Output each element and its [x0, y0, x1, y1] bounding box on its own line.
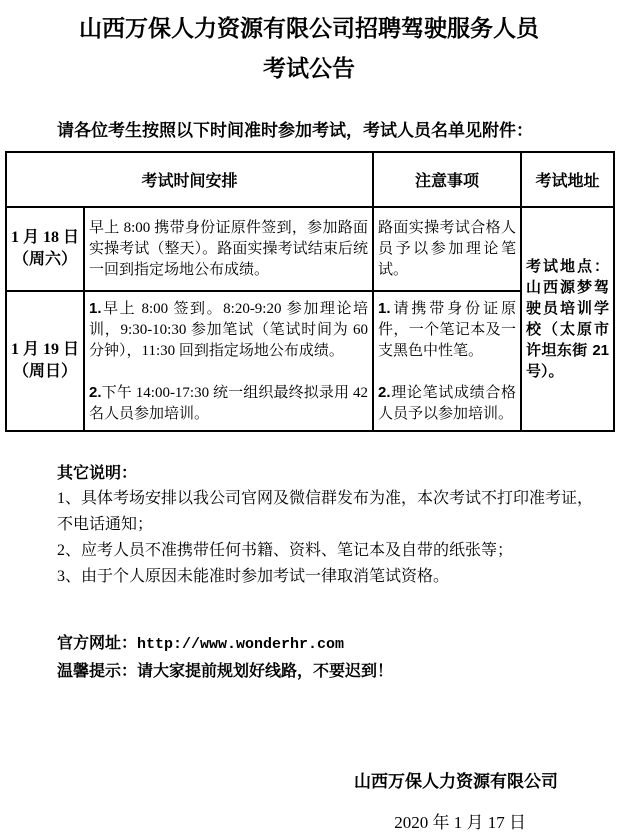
website-url: http://www.wonderhr.com [137, 636, 345, 653]
reminder-label: 温馨提示： [57, 663, 138, 680]
item-number: 1. [378, 299, 391, 317]
header-schedule: 考试时间安排 [6, 152, 373, 207]
notes-cell-jan19 [373, 291, 521, 431]
item-number: 1. [89, 299, 102, 317]
header-location: 考试地址 [521, 152, 614, 207]
date-cell-jan18 [6, 207, 84, 291]
official-website-line [57, 630, 598, 658]
notes-cell-jan18: 路面实操考试合格人员予以参加理论笔试。 [373, 207, 521, 291]
notes-jan19-item-1 [378, 298, 516, 362]
other-note-2: 2、应考人员不准携带任何书籍、资料、笔记本及自带的纸张等； [57, 542, 514, 559]
schedule-cell-jan18: 早上 8:00 携带身份证原件签到，参加路面实操考试（整天）。路面实操考试结束后统一回到指定场地公布成绩。 [84, 207, 373, 291]
date-jan19-line1: 1 月 19 日 [11, 341, 80, 358]
item-number: 2. [89, 383, 102, 401]
notes-jan19-item-2 [378, 382, 516, 425]
header-notes: 注意事项 [373, 152, 521, 207]
other-notes-section [57, 462, 594, 590]
schedule-jan19-item-1 [89, 298, 368, 362]
document-title [0, 0, 618, 88]
schedule-cell-jan19 [84, 291, 373, 431]
reminder-text: 请大家提前规划好线路，不要迟到！ [137, 663, 394, 680]
other-notes-heading: 其它说明： [57, 465, 138, 482]
exam-schedule-table [5, 151, 615, 432]
website-label: 官方网址： [57, 635, 138, 652]
signature-date: 2020 年 1 月 17 日 [394, 813, 526, 832]
location-cell: 考试地点：山西源梦驾驶员培训学校（太原市许坦东街 21 号）。 [521, 207, 614, 431]
item-text: 下午 14:00-17:30 统一组织最终拟录用 42 名人员参加培训。 [89, 384, 369, 422]
date-cell-jan19 [6, 291, 84, 431]
date-jan19-line2: （周日） [12, 363, 77, 380]
item-number: 2. [378, 383, 391, 401]
item-text: 请携带身份证原件，一个笔记本及一支黑色中性笔。 [378, 300, 517, 359]
signature-company: 山西万保人力资源有限公司 [354, 772, 558, 791]
table-row-jan18 [6, 207, 614, 291]
intro-text: 请各位考生按照以下时间准时参加考试，考试人员名单见附件： [57, 121, 533, 140]
title-line-2: 考试公告 [263, 55, 355, 81]
reminder-line [57, 658, 598, 685]
item-text: 理论笔试成绩合格人员予以参加培训。 [378, 384, 517, 422]
title-line-1: 山西万保人力资源有限公司招聘驾驶服务人员 [79, 15, 539, 41]
item-text: 早上 8:00 签到。8:20-9:20 参加理论培训，9:30-10:30 参加笔试（笔试时间为 60 分钟），11:30 回到指定场地公布成绩。 [89, 300, 369, 359]
other-note-1: 1、具体考场安排以我公司官网及微信群发布为准，本次考试不打印准考证，不电话通知； [57, 490, 594, 533]
schedule-jan19-item-2 [89, 382, 368, 425]
table-header-row [6, 152, 614, 207]
other-note-3: 3、由于个人原因未能准时参加考试一律取消笔试资格。 [57, 568, 450, 585]
date-jan18-line1: 1 月 18 日 [11, 229, 80, 246]
date-jan18-line2: （周六） [12, 251, 77, 268]
